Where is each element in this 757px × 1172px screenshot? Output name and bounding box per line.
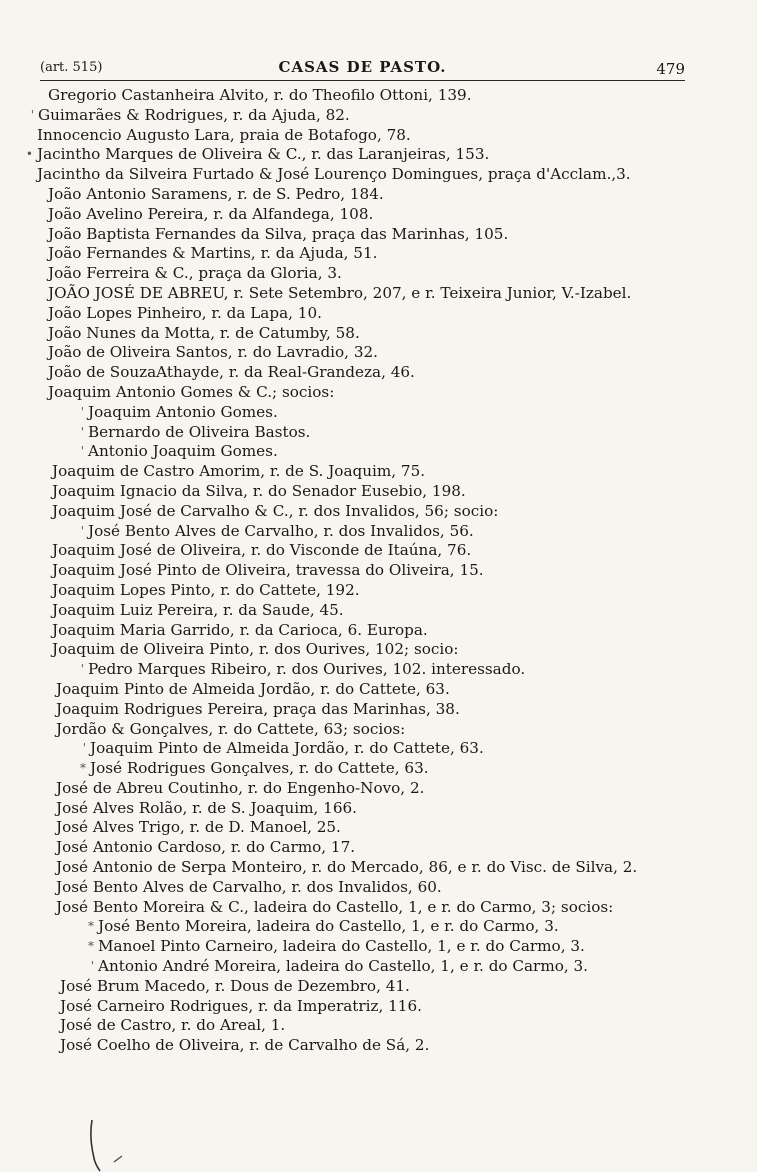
entry-text: Joaquim Pinto de Almeida Jordão, r. do Cattete, 63. (90, 739, 484, 758)
entry-text: José Rodrigues Gonçalves, r. do Cattete, 63. (90, 759, 429, 778)
entry-text: José Antonio de Serpa Monteiro, r. do Mercado, 86, e r. do Visc. de Silva, 2. (56, 858, 638, 877)
entry (0, 383, 757, 403)
entry (0, 304, 757, 324)
entry-text: Jacintho da Silveira Furtado & José Lourenço Domingues, praça d'Acclam.,3. (37, 165, 631, 184)
entry (0, 898, 757, 918)
entry (0, 799, 757, 819)
entry-mark: ' (82, 741, 86, 756)
entry-mark: ' (80, 404, 84, 419)
entry-mark: ' (30, 107, 34, 122)
sub-entry (0, 917, 757, 937)
entry-text: Joaquim Pinto de Almeida Jordão, r. do Cattete, 63. (56, 679, 450, 698)
entry (0, 640, 757, 660)
entry (0, 779, 757, 799)
entry (0, 205, 757, 225)
entry (0, 502, 757, 522)
page-header (40, 58, 685, 81)
entry (0, 818, 757, 838)
entry (0, 858, 757, 878)
entry-text: Joaquim Rodrigues Pereira, praça das Marinhas, 38. (56, 699, 460, 718)
sub-entry (0, 403, 757, 423)
entry-text: Pedro Marques Ribeiro, r. dos Ourives, 102. interessado. (88, 660, 526, 679)
sub-entry (0, 423, 757, 443)
entry-text: João Baptista Fernandes da Silva, praça das Marinhas, 105. (48, 224, 509, 243)
entry-mark: * (88, 939, 94, 954)
entry (0, 86, 757, 106)
entry-text: Joaquim Ignacio da Silva, r. do Senador Eusebio, 198. (52, 481, 466, 500)
entry (0, 225, 757, 245)
page-number: 479 (656, 60, 685, 78)
entry-text: Antonio André Moreira, ladeira do Castello, 1, e r. do Carmo, 3. (98, 957, 589, 976)
entry (0, 1036, 757, 1056)
entry (0, 680, 757, 700)
entry (0, 145, 757, 165)
entry-mark: * (88, 919, 94, 934)
entry-text: Bernardo de Oliveira Bastos. (88, 422, 311, 441)
entry-mark: ' (80, 523, 84, 538)
entry (0, 284, 757, 304)
directory-entries (0, 86, 757, 1056)
entry-text: João Lopes Pinheiro, r. da Lapa, 10. (48, 303, 322, 322)
entry (0, 165, 757, 185)
entry-mark: ' (90, 959, 94, 974)
entry-text: Antonio Joaquim Gomes. (88, 442, 278, 461)
entry-text: Joaquim Maria Garrido, r. da Carioca, 6. Europa. (52, 620, 428, 639)
entry-text: João Fernandes & Martins, r. da Ajuda, 51. (48, 244, 378, 263)
entry (0, 324, 757, 344)
entry-text: Joaquim Antonio Gomes. (88, 402, 278, 421)
entry (0, 1016, 757, 1036)
entry-mark: ' (80, 424, 84, 439)
entry-text: JOÃO JOSÉ DE ABREU, r. Sete Setembro, 207, e r. Teixeira Junior, V.-Izabel. (48, 283, 632, 302)
entry (0, 720, 757, 740)
sub-entry (0, 522, 757, 542)
entry (0, 185, 757, 205)
entry-mark: • (25, 147, 33, 162)
ink-stroke-mark (86, 1118, 126, 1172)
entry (0, 126, 757, 146)
sub-entry (0, 442, 757, 462)
entry-text: José de Abreu Coutinho, r. do Engenho-Novo, 2. (56, 778, 425, 797)
entry (0, 462, 757, 482)
entry-text: João Avelino Pereira, r. da Alfandega, 108. (48, 204, 374, 223)
entry-text: Jacintho Marques de Oliveira & C., r. das Laranjeiras, 153. (37, 145, 490, 164)
entry-mark: * (80, 761, 86, 776)
entry-text: Guimarães & Rodrigues, r. da Ajuda, 82. (38, 105, 350, 124)
entry-text: José Alves Trigo, r. de D. Manoel, 25. (56, 818, 341, 837)
entry-text: José Bento Moreira & C., ladeira do Castello, 1, e r. do Carmo, 3; socios: (56, 897, 614, 916)
entry-text: José Alves Rolão, r. de S. Joaquim, 166. (56, 798, 357, 817)
entry-text: José Antonio Cardoso, r. do Carmo, 17. (56, 838, 356, 857)
entry-mark: ' (80, 662, 84, 677)
section-title: CASAS DE PASTO. (278, 58, 447, 76)
entry (0, 838, 757, 858)
article-reference: (art. 515) (40, 60, 103, 75)
entry-text: Joaquim de Castro Amorim, r. de S. Joaquim, 75. (52, 462, 426, 481)
entry-text: José de Castro, r. do Areal, 1. (60, 1016, 286, 1035)
entry-text: José Bento Alves de Carvalho, r. dos Invalidos, 60. (56, 877, 442, 896)
entry (0, 363, 757, 383)
entry-text: João de SouzaAthayde, r. da Real-Grandeza, 46. (48, 363, 415, 382)
entry (0, 264, 757, 284)
entry (0, 541, 757, 561)
entry-text: Gregorio Castanheira Alvito, r. do Theofilo Ottoni, 139. (48, 86, 472, 104)
entry-text: Innocencio Augusto Lara, praia de Botafogo, 78. (37, 125, 411, 144)
sub-entry (0, 957, 757, 977)
entry (0, 581, 757, 601)
entry-text: Joaquim Antonio Gomes & C.; socios: (48, 382, 335, 401)
entry-text: José Coelho de Oliveira, r. de Carvalho de Sá, 2. (60, 1036, 430, 1055)
entry-text: Joaquim de Oliveira Pinto, r. dos Ourives, 102; socio: (52, 640, 459, 659)
entry-text: José Bento Alves de Carvalho, r. dos Invalidos, 56. (88, 521, 474, 540)
entry-text: Joaquim Lopes Pinto, r. do Cattete, 192. (52, 580, 360, 599)
entry-text: João Antonio Saramens, r. de S. Pedro, 184. (48, 184, 384, 203)
entry-mark: ' (80, 444, 84, 459)
entry-text: João Nunes da Motta, r. de Catumby, 58. (48, 323, 360, 342)
entry (0, 621, 757, 641)
entry-text: Joaquim Luiz Pereira, r. da Saude, 45. (52, 600, 344, 619)
entry-text: Joaquim José de Oliveira, r. do Visconde de Itaúna, 76. (52, 541, 472, 560)
entry (0, 601, 757, 621)
entry-text: João de Oliveira Santos, r. do Lavradio, 32. (48, 343, 378, 362)
entry (0, 878, 757, 898)
entry-text: João Ferreira & C., praça da Gloria, 3. (48, 264, 342, 283)
entry (0, 700, 757, 720)
entry (0, 343, 757, 363)
entry (0, 977, 757, 997)
entry-text: Joaquim José Pinto de Oliveira, travessa do Oliveira, 15. (52, 561, 484, 580)
entry (0, 482, 757, 502)
entry-text: Joaquim José de Carvalho & C., r. dos Invalidos, 56; socio: (52, 501, 499, 520)
sub-entry (0, 739, 757, 759)
entry (0, 997, 757, 1017)
entry-text: José Brum Macedo, r. Dous de Dezembro, 41. (60, 976, 410, 995)
entry (0, 106, 757, 126)
entry (0, 244, 757, 264)
entry (0, 561, 757, 581)
entry-text: José Carneiro Rodrigues, r. da Imperatriz, 116. (60, 996, 422, 1015)
sub-entry (0, 937, 757, 957)
sub-entry (0, 660, 757, 680)
entry-text: Jordão & Gonçalves, r. do Cattete, 63; socios: (56, 719, 406, 738)
sub-entry (0, 759, 757, 779)
entry-text: José Bento Moreira, ladeira do Castello, 1, e r. do Carmo, 3. (98, 917, 559, 936)
entry-text: Manoel Pinto Carneiro, ladeira do Castello, 1, e r. do Carmo, 3. (98, 937, 585, 956)
